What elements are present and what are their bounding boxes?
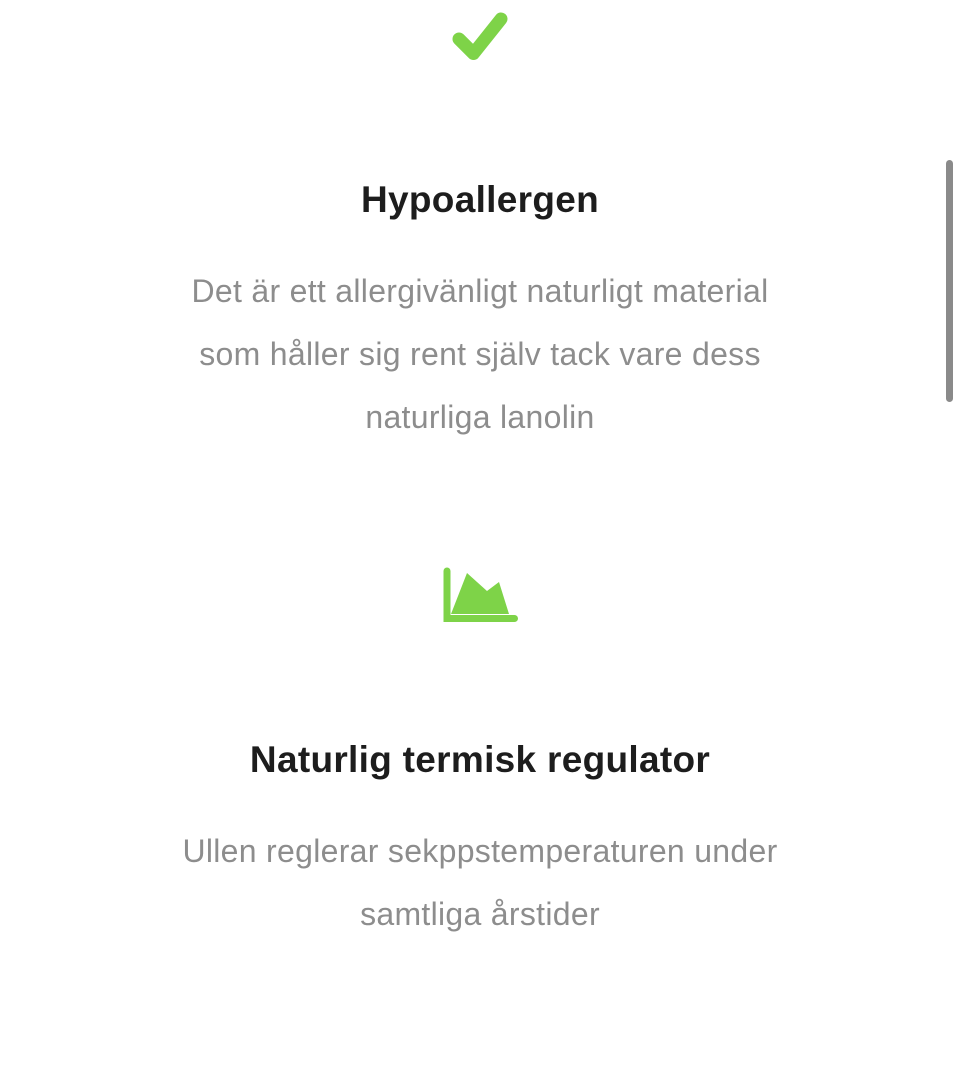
scrollbar-thumb[interactable]: [946, 160, 953, 402]
check-icon: [0, 10, 960, 64]
feature-description: [80, 820, 880, 946]
feature-title: Naturlig termisk regulator: [249, 739, 711, 780]
feature-title: Hypoallergen: [361, 179, 599, 220]
feature-description-line: som håller sig rent själv tack vare dess: [199, 336, 761, 372]
feature-description-line: samtliga årstider: [360, 896, 600, 932]
feature-hypoallergenic: [0, 10, 960, 449]
feature-description-line: Ullen reglerar sekppstemperaturen under: [182, 833, 778, 869]
feature-description-line: naturliga lanolin: [365, 399, 595, 435]
feature-description: [80, 260, 880, 449]
area-chart-icon: [0, 566, 960, 628]
feature-thermal-regulator: [0, 566, 960, 946]
feature-description-line: Det är ett allergivänligt naturligt material: [191, 273, 769, 309]
